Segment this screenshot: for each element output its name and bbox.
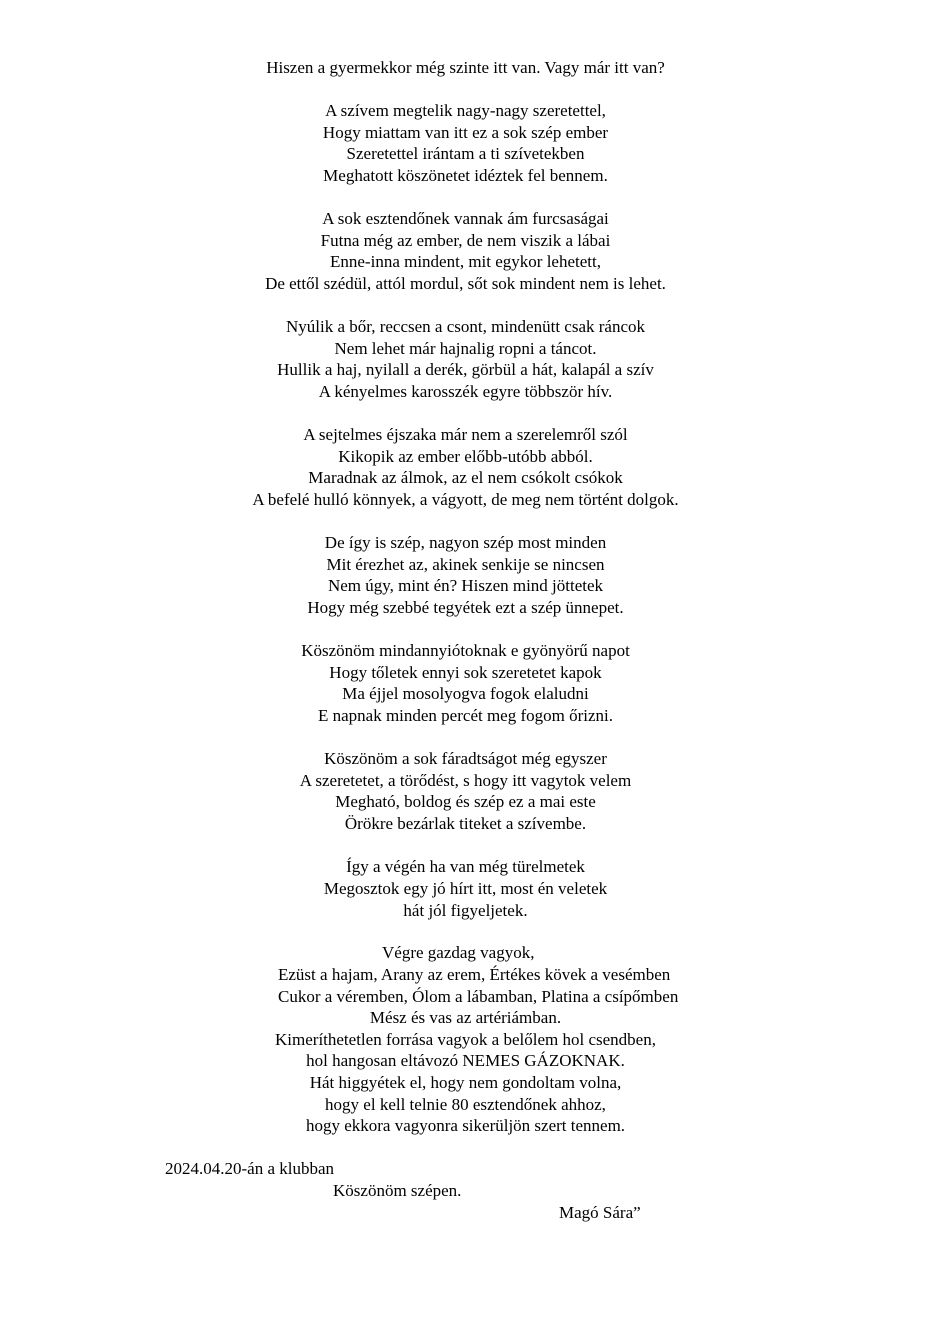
poem-line: Futna még az ember, de nem viszik a lábai	[320, 231, 611, 250]
finale-line: Mész és vas az artériámban.	[369, 1008, 562, 1027]
poem-line: A befelé hulló könnyek, a vágyott, de meg nem történt dolgok.	[252, 490, 679, 509]
poem-line: E napnak minden percét meg fogom őrizni.	[317, 706, 614, 725]
poem-line: Hogy tőletek ennyi sok szeretetet kapok	[329, 663, 602, 682]
poem-line: Ma éjjel mosolyogva fogok elaludni	[342, 684, 589, 703]
finale-line: Hát higgyétek el, hogy nem gondoltam volna,	[309, 1073, 622, 1092]
finale-line: Ezüst a hajam, Arany az erem, Értékes kövek a vesémben	[278, 965, 671, 984]
poem-line: De ettől szédül, attól mordul, sőt sok mindent nem is lehet.	[265, 274, 666, 293]
poem-line: Szeretettel irántam a ti szívetekben	[346, 144, 585, 163]
poem-line: Nem úgy, mint én? Hiszen mind jöttetek	[327, 576, 604, 595]
poem-line: Így a végén ha van még türelmetek	[346, 857, 585, 876]
poem-line: Kikopik az ember előbb-utóbb abból.	[338, 447, 593, 466]
signature: Magó Sára”	[559, 1203, 641, 1222]
date-place: 2024.04.20-án a klubban	[165, 1159, 335, 1178]
poem-line: A szívem megtelik nagy-nagy szeretettel,	[325, 101, 606, 120]
poem-line: A kényelmes karosszék egyre többször hív.	[318, 382, 613, 401]
poem-line: Köszönöm a sok fáradtságot még egyszer	[324, 749, 607, 768]
closing-thanks: Köszönöm szépen.	[333, 1181, 462, 1200]
poem-line: Hogy miattam van itt ez a sok szép ember	[322, 123, 609, 142]
poem-line: De így is szép, nagyon szép most minden	[324, 533, 607, 552]
intro-line: Hiszen a gyermekkor még szinte itt van. Vagy már itt van?	[266, 58, 665, 77]
poem-line: A szeretetet, a törődést, s hogy itt vagytok velem	[299, 771, 632, 790]
poem-line: Hogy még szebbé tegyétek ezt a szép ünnepet.	[307, 598, 624, 617]
finale-line: Cukor a véremben, Ólom a lábamban, Platina a csípőmben	[278, 987, 679, 1006]
poem-line: Megosztok egy jó hírt itt, most én veletek	[323, 879, 608, 898]
poem-line: Maradnak az álmok, az el nem csókolt csókok	[308, 468, 623, 487]
finale-line: hol hangosan eltávozó NEMES GÁZOKNAK.	[306, 1051, 625, 1070]
poem-line: Mit érezhet az, akinek senkije se nincsen	[326, 555, 605, 574]
poem-line: hát jól figyeljetek.	[403, 901, 528, 920]
poem-line: Meghatott köszönetet idéztek fel bennem.	[323, 166, 608, 185]
poem-line: Hullik a haj, nyilall a derék, görbül a hát, kalapál a szív	[277, 360, 654, 379]
poem-line: Enne-inna mindent, mit egykor lehetett,	[330, 252, 601, 271]
poem-line: Nyúlik a bőr, reccsen a csont, mindenütt csak ráncok	[285, 317, 646, 336]
poem-line: A sok esztendőnek vannak ám furcsaságai	[322, 209, 609, 228]
finale-line: hogy ekkora vagyonra sikerüljön szert tennem.	[305, 1116, 626, 1135]
poem-line: Nem lehet már hajnalig ropni a táncot.	[334, 339, 597, 358]
poem-line: A sejtelmes éjszaka már nem a szerelemről szól	[303, 425, 628, 444]
poem-line: Megható, boldog és szép ez a mai este	[335, 792, 596, 811]
poem-line: Örökre bezárlak titeket a szívembe.	[344, 814, 587, 833]
finale-line: Kimeríthetetlen forrása vagyok a belőlem hol csendben,	[275, 1030, 656, 1049]
finale-line: Végre gazdag vagyok,	[382, 943, 535, 962]
poem-line: Köszönöm mindannyiótoknak e gyönyörű napot	[301, 641, 630, 660]
finale-line: hogy el kell telnie 80 esztendőnek ahhoz,	[325, 1095, 606, 1114]
